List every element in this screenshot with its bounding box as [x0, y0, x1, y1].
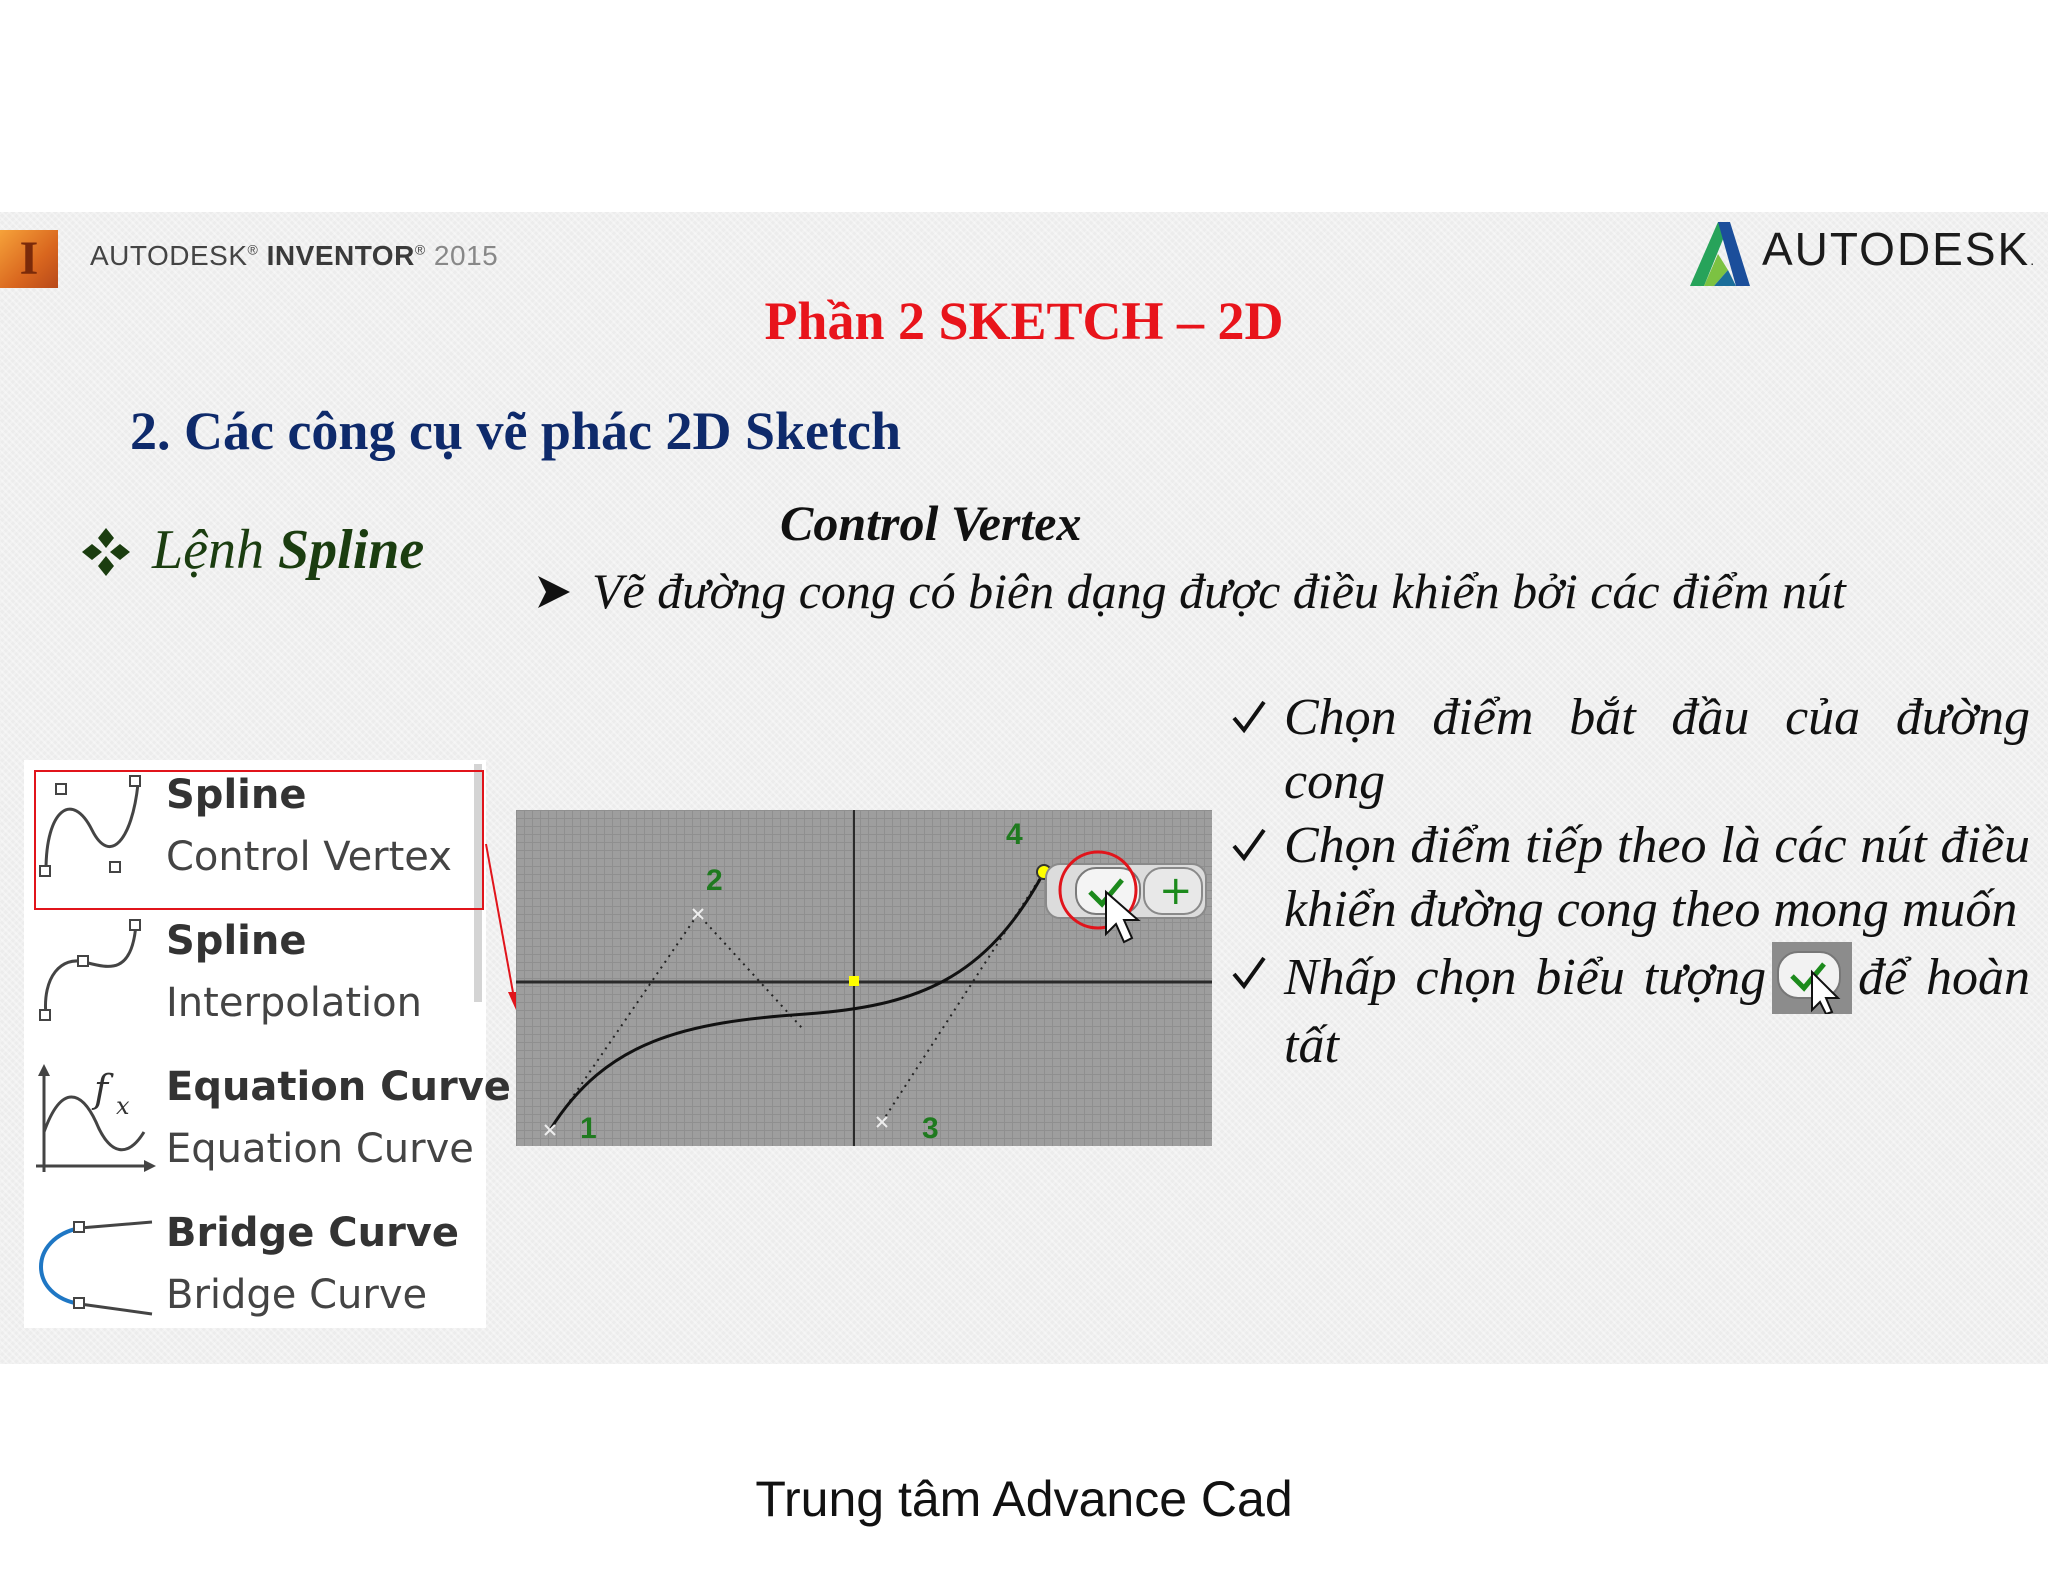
spline-interpolation-icon: [32, 916, 160, 1036]
checkmark-icon: [1226, 814, 1272, 878]
checkmark-icon: [1226, 686, 1272, 750]
tool-subtitle: Equation Curve: [166, 1126, 474, 1172]
tool-equation-curve[interactable]: [24, 1056, 511, 1196]
inventor-logo-icon: [0, 230, 58, 288]
inventor-year: 2015: [433, 240, 499, 271]
point-label-2: 2: [706, 864, 723, 897]
inventor-brand: AUTODESK: [90, 240, 248, 271]
step-text-before: Nhấp chọn biểu tượng: [1284, 949, 1767, 1006]
command-label: [152, 518, 424, 582]
page-title: Phần 2 SKETCH – 2D: [764, 291, 1284, 351]
svg-text:x: x: [116, 1092, 130, 1120]
bridge-curve-icon: [32, 1208, 160, 1328]
inventor-wordmark: AUTODESK® INVENTOR® 2015: [90, 240, 499, 271]
autodesk-logo-text: AUTODESK: [1762, 223, 2031, 275]
svg-text:f: f: [94, 1067, 109, 1111]
step-item: [1226, 686, 2030, 814]
tool-subtitle: Interpolation: [166, 980, 422, 1026]
subheading: Control Vertex: [780, 495, 1082, 551]
equation-curve-icon: [32, 1062, 160, 1182]
steps-list: [1226, 686, 2030, 1078]
step-item: [1226, 814, 2030, 942]
description: Vẽ đường cong có biên dạng được điều khiển bởi các điểm nút: [592, 563, 1846, 619]
tool-title: Bridge Curve: [166, 1210, 460, 1256]
point-label-4: 4: [1006, 818, 1023, 851]
arrow-bullet-icon: [534, 572, 574, 612]
step-item: [1226, 942, 2030, 1078]
autodesk-wordmark: AUTODESK.: [1762, 223, 2037, 275]
tool-title: Spline: [166, 918, 307, 964]
tool-subtitle: Bridge Curve: [166, 1272, 428, 1318]
point-label-1: 1: [580, 1112, 597, 1145]
highlight-box: [34, 770, 484, 910]
add-button-label: +: [1159, 868, 1193, 914]
step-text: Chọn điểm bắt đầu của đường cong: [1284, 689, 2030, 810]
origin-point: [849, 976, 859, 986]
command-name: Spline: [278, 519, 425, 581]
diamond-bullet-icon: [78, 524, 134, 580]
slide: [0, 212, 2048, 1364]
inventor-logo-letter: I: [19, 232, 39, 285]
inline-ok-button-icon: [1772, 942, 1852, 1014]
tool-spline-interpolation[interactable]: [24, 910, 486, 1050]
section-title: 2. Các công cụ vẽ phác 2D Sketch: [130, 401, 901, 461]
sketch-canvas[interactable]: [516, 810, 1212, 1146]
step-text-after: để hoàn tất: [1284, 949, 2030, 1074]
tool-subtitle: Control Vertex: [166, 834, 452, 880]
tool-bridge-curve[interactable]: [24, 1202, 486, 1342]
add-button[interactable]: [1144, 868, 1202, 914]
tool-title: Equation Curve: [166, 1064, 511, 1110]
point-label-3: 3: [922, 1112, 939, 1145]
autodesk-logo-icon: [1688, 218, 1752, 288]
checkmark-icon: [1226, 942, 1272, 1006]
footer: Trung tâm Advance Cad: [755, 1471, 1293, 1527]
inventor-product: INVENTOR: [266, 240, 415, 271]
command-prefix: Lệnh: [152, 519, 264, 581]
tool-title: Spline: [166, 772, 307, 818]
step-text: Chọn điểm tiếp theo là các nút điều khiển đường cong theo mong muốn: [1284, 817, 2030, 938]
